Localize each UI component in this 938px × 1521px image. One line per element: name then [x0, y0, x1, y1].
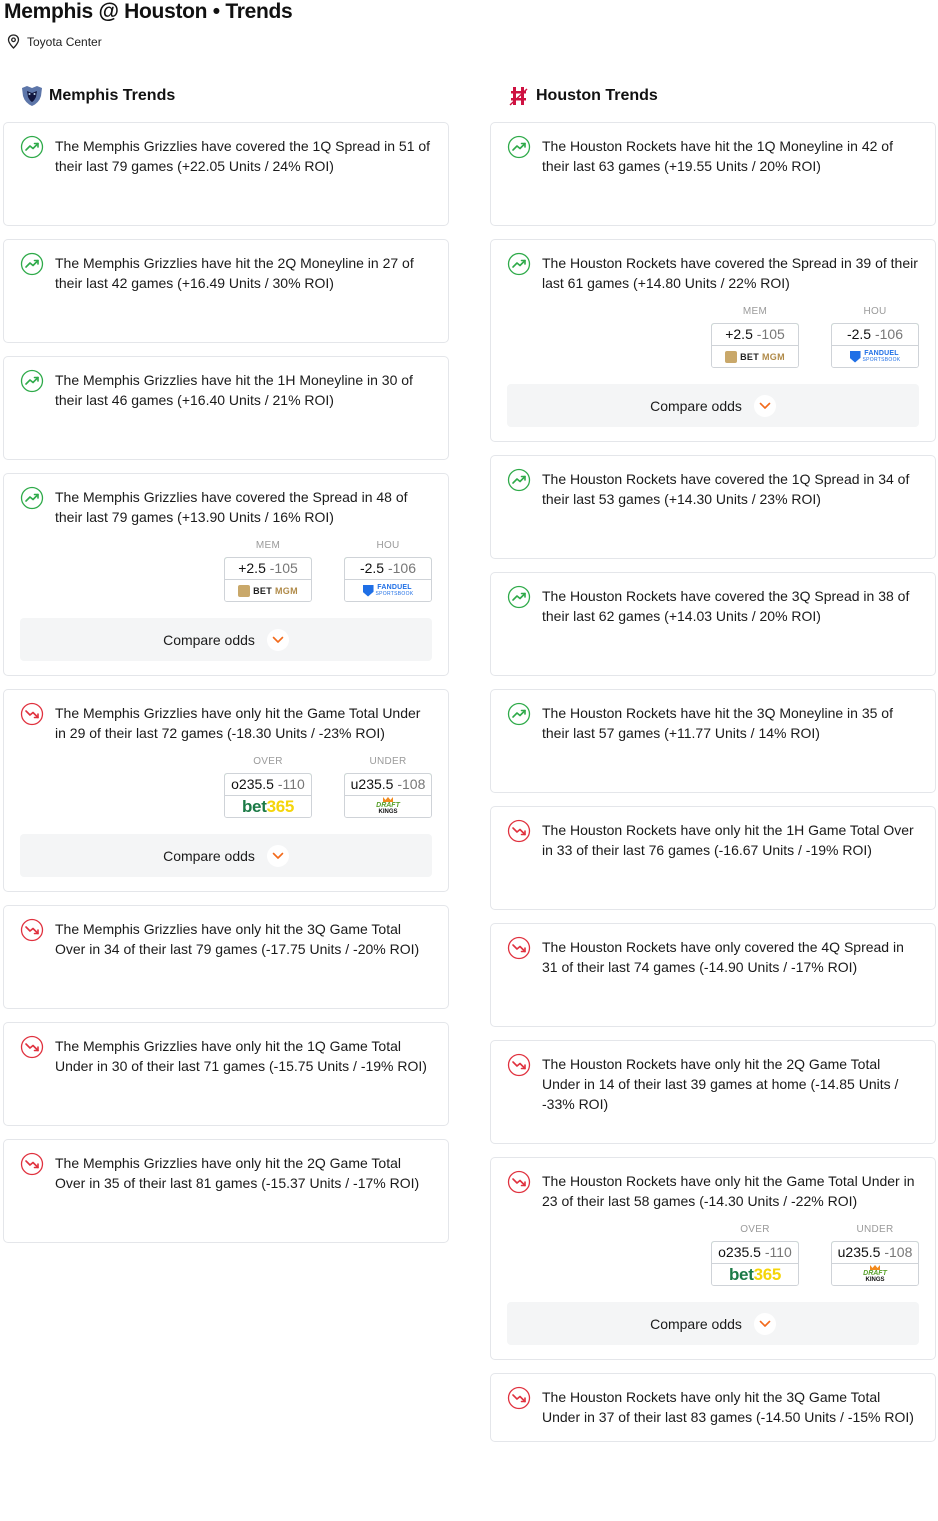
trend-card	[3, 905, 449, 1009]
odds-price: -106	[874, 326, 904, 342]
odds-label: UNDER	[856, 1224, 894, 1235]
trend-card	[490, 806, 936, 910]
odds-button[interactable]	[344, 773, 432, 818]
trend-up-icon	[20, 486, 44, 510]
bet365-logo[interactable]	[712, 1263, 798, 1285]
fanduel-logo-icon	[850, 351, 901, 363]
odds-value[interactable]	[344, 773, 432, 795]
odds-button[interactable]	[224, 557, 312, 602]
odds-item	[831, 1223, 919, 1286]
trend-row	[20, 370, 432, 410]
trend-row	[20, 1153, 432, 1193]
odds-price: -105	[269, 560, 298, 576]
trend-up-icon	[507, 468, 531, 492]
page-title: Memphis @ Houston • Trends	[4, 0, 293, 23]
trend-up-icon	[20, 252, 44, 276]
compare-odds-button[interactable]	[507, 384, 919, 427]
trend-row	[507, 1387, 919, 1427]
trend-text: The Houston Rockets have only hit the 2Q Game Total Under in 14 of their last 39 games at home (-14.85 Units / -33% ROI)	[542, 1056, 899, 1112]
odds-button[interactable]	[711, 323, 799, 368]
trend-text: The Memphis Grizzlies have covered the Spread in 48 of their last 79 games (+13.90 Units / 16% ROI)	[55, 489, 408, 525]
odds-button[interactable]	[831, 323, 919, 368]
trend-card	[490, 239, 936, 442]
odds-button[interactable]	[831, 1241, 919, 1286]
draftkings-logo[interactable]	[832, 1263, 918, 1285]
trend-row	[507, 1171, 919, 1211]
odds-value[interactable]	[224, 773, 312, 795]
trend-text: The Memphis Grizzlies have covered the 1Q Spread in 51 of their last 79 games (+22.05 Units / 24% ROI)	[55, 138, 431, 174]
betmgm-logo-icon	[725, 351, 785, 363]
memphis-heading	[19, 84, 449, 108]
trend-text: The Memphis Grizzlies have only hit the Game Total Under in 29 of their last 72 games (-18.30 Units / -23% ROI)	[55, 705, 421, 741]
odds-area	[20, 539, 432, 602]
venue-name: Toyota Center	[27, 34, 102, 49]
trend-down-icon	[20, 918, 44, 942]
odds-area	[20, 755, 432, 818]
houston-heading-text: Houston Trends	[536, 87, 658, 104]
betmgm-text-b: MGM	[762, 351, 785, 362]
bet365-text-b: 365	[266, 796, 295, 816]
odds-value[interactable]	[344, 557, 432, 579]
trend-row	[20, 253, 432, 293]
odds-item	[224, 539, 312, 602]
compare-odds-button[interactable]	[20, 618, 432, 661]
trend-down-icon	[20, 702, 44, 726]
trend-card	[3, 1022, 449, 1126]
odds-line: +2.5	[725, 326, 753, 342]
odds-price: -105	[756, 326, 785, 342]
trend-card	[490, 572, 936, 676]
memphis-heading-text: Memphis Trends	[49, 87, 176, 104]
trend-card	[3, 689, 449, 892]
betmgm-text-a: BET	[253, 585, 272, 596]
compare-odds-button[interactable]	[20, 834, 432, 877]
chevron-down-icon	[754, 395, 776, 417]
fanduel-logo-icon	[363, 585, 414, 597]
trend-down-icon	[20, 1152, 44, 1176]
betmgm-logo[interactable]	[225, 579, 311, 601]
odds-line: -2.5	[846, 326, 872, 342]
trend-row	[507, 136, 919, 176]
trend-text: The Memphis Grizzlies have hit the 1H Moneyline in 30 of their last 46 games (+16.40 Units / 21% ROI)	[55, 372, 413, 408]
chevron-down-icon	[267, 629, 289, 651]
fanduel-text	[863, 351, 901, 363]
odds-price: -106	[387, 560, 417, 576]
houston-heading	[506, 84, 936, 108]
odds-label: OVER	[253, 756, 283, 767]
fanduel-text-b: SPORTSBOOK	[862, 356, 901, 363]
trend-row	[20, 703, 432, 743]
draftkings-logo-icon	[863, 1265, 887, 1284]
odds-button[interactable]	[344, 557, 432, 602]
trend-down-icon	[507, 1170, 531, 1194]
fanduel-text-b: SPORTSBOOK	[375, 590, 414, 597]
trend-card	[490, 1040, 936, 1144]
odds-button[interactable]	[711, 1241, 799, 1286]
betmgm-text-a: BET	[740, 351, 759, 362]
betmgm-logo-icon	[238, 585, 298, 597]
trend-text: The Houston Rockets have covered the 1Q Spread in 34 of their last 53 games (+14.30 Units / 23% ROI)	[542, 471, 910, 507]
odds-label: OVER	[740, 1224, 770, 1235]
trend-text: The Memphis Grizzlies have only hit the 3Q Game Total Over in 34 of their last 79 games (-17.75 Units / -20% ROI)	[55, 921, 420, 957]
betmgm-lion-icon	[238, 585, 250, 597]
odds-price: -110	[764, 1244, 792, 1260]
trend-card	[490, 923, 936, 1027]
trend-text: The Houston Rockets have hit the 3Q Moneyline in 35 of their last 57 games (+11.77 Units / 14% ROI)	[542, 705, 893, 741]
trend-row	[20, 1036, 432, 1076]
trend-row	[507, 820, 919, 860]
trend-up-icon	[507, 252, 531, 276]
memphis-trend-list	[3, 122, 449, 1243]
bet365-text-a: bet	[728, 1264, 754, 1284]
trend-text: The Houston Rockets have only hit the Game Total Under in 23 of their last 58 games (-14.30 Units / -22% ROI)	[542, 1173, 915, 1209]
trend-row	[20, 487, 432, 527]
odds-value[interactable]	[831, 1241, 919, 1263]
odds-button[interactable]	[224, 773, 312, 818]
rockets-logo-icon	[506, 84, 532, 108]
fanduel-text-a: FANDUEL	[864, 349, 899, 357]
trend-text: The Memphis Grizzlies have hit the 2Q Moneyline in 27 of their last 42 games (+16.49 Units / 30% ROI)	[55, 255, 414, 291]
trend-row	[507, 703, 919, 743]
fanduel-logo[interactable]	[345, 579, 431, 601]
trend-card	[490, 1157, 936, 1360]
trend-down-icon	[507, 936, 531, 960]
fanduel-shield-icon	[850, 351, 861, 363]
fanduel-text	[376, 585, 414, 597]
trend-up-icon	[20, 135, 44, 159]
odds-label: HOU	[863, 306, 887, 317]
odds-value[interactable]	[831, 323, 919, 345]
trend-card	[490, 1373, 936, 1442]
odds-price: -108	[397, 776, 426, 792]
trend-row	[20, 136, 432, 176]
trend-card	[490, 455, 936, 559]
odds-value[interactable]	[711, 323, 799, 345]
trend-text: The Houston Rockets have hit the 1Q Moneyline in 42 of their last 63 games (+19.55 Units / 20% ROI)	[542, 138, 893, 174]
trend-card	[3, 239, 449, 343]
trend-card	[3, 473, 449, 676]
betmgm-logo[interactable]	[712, 345, 798, 367]
compare-odds-label: Compare odds	[163, 847, 255, 864]
odds-line: o235.5	[231, 776, 274, 792]
bet365-text-a: bet	[241, 796, 267, 816]
draftkings-text-b: KINGS	[865, 1277, 885, 1283]
trend-text: The Memphis Grizzlies have only hit the 2Q Game Total Over in 35 of their last 81 games (-15.37 Units / -17% ROI)	[55, 1155, 420, 1191]
compare-odds-label: Compare odds	[163, 631, 255, 648]
trend-down-icon	[507, 1053, 531, 1077]
fanduel-logo[interactable]	[832, 345, 918, 367]
odds-price: -110	[277, 776, 305, 792]
page-header	[4, 0, 292, 24]
odds-value[interactable]	[711, 1241, 799, 1263]
trend-card	[3, 1139, 449, 1243]
houston-trend-list	[490, 122, 936, 1442]
odds-item	[711, 305, 799, 368]
trend-row	[507, 937, 919, 977]
houston-trends-column	[490, 84, 936, 1455]
draftkings-text-a: DRAFT	[863, 1270, 887, 1277]
fanduel-shield-icon	[363, 585, 374, 597]
odds-area	[507, 305, 919, 368]
trend-card	[3, 356, 449, 460]
trend-row	[507, 586, 919, 626]
compare-odds-button[interactable]	[507, 1302, 919, 1345]
location-pin-icon	[7, 34, 20, 49]
trend-text: The Memphis Grizzlies have only hit the 1Q Game Total Under in 30 of their last 71 games (-15.75 Units / -19% ROI)	[55, 1038, 427, 1074]
trend-row	[507, 469, 919, 509]
odds-area	[507, 1223, 919, 1286]
draftkings-text-b: KINGS	[378, 809, 398, 815]
odds-item	[344, 755, 432, 818]
memphis-trends-column	[3, 84, 449, 1256]
odds-line: u235.5	[350, 776, 394, 792]
betmgm-text-b: MGM	[275, 585, 298, 596]
odds-line: o235.5	[718, 1244, 761, 1260]
odds-label: MEM	[255, 540, 281, 551]
trend-row	[507, 253, 919, 293]
draftkings-crown-icon	[383, 797, 393, 802]
trend-text: The Houston Rockets have only covered the 4Q Spread in 31 of their last 74 games (-14.90 Units / -17% ROI)	[542, 939, 904, 975]
odds-value[interactable]	[224, 557, 312, 579]
compare-odds-label: Compare odds	[650, 397, 742, 414]
grizzlies-logo-icon	[19, 84, 45, 108]
trend-text: The Houston Rockets have covered the Spread in 39 of their last 61 games (+14.80 Units / 22% ROI)	[542, 255, 918, 291]
trend-down-icon	[507, 1386, 531, 1410]
chevron-down-icon	[267, 845, 289, 867]
bet365-text-b: 365	[753, 1264, 782, 1284]
trend-card	[490, 122, 936, 226]
chevron-down-icon	[754, 1313, 776, 1335]
trend-row	[20, 919, 432, 959]
trend-text: The Houston Rockets have covered the 3Q Spread in 38 of their last 62 games (+14.03 Units / 20% ROI)	[542, 588, 910, 624]
fanduel-text-a: FANDUEL	[377, 583, 412, 591]
bet365-logo[interactable]	[225, 795, 311, 817]
trend-card	[3, 122, 449, 226]
betmgm-lion-icon	[725, 351, 737, 363]
trend-up-icon	[507, 702, 531, 726]
trend-row	[507, 1054, 919, 1114]
compare-odds-label: Compare odds	[650, 1315, 742, 1332]
trend-down-icon	[507, 819, 531, 843]
bet365-logo-icon	[729, 1265, 781, 1285]
trend-down-icon	[20, 1035, 44, 1059]
odds-line: +2.5	[238, 560, 266, 576]
odds-item	[831, 305, 919, 368]
draftkings-logo[interactable]	[345, 795, 431, 817]
odds-item	[344, 539, 432, 602]
odds-label: UNDER	[369, 756, 407, 767]
trend-up-icon	[507, 135, 531, 159]
trend-up-icon	[20, 369, 44, 393]
odds-item	[711, 1223, 799, 1286]
draftkings-crown-icon	[870, 1265, 880, 1270]
odds-line: u235.5	[837, 1244, 881, 1260]
odds-item	[224, 755, 312, 818]
draftkings-logo-icon	[376, 797, 400, 816]
odds-label: MEM	[742, 306, 768, 317]
draftkings-text-a: DRAFT	[376, 802, 400, 809]
trend-text: The Houston Rockets have only hit the 1H Game Total Over in 33 of their last 76 games (-16.67 Units / -19% ROI)	[542, 822, 914, 858]
odds-label: HOU	[376, 540, 400, 551]
trend-up-icon	[507, 585, 531, 609]
odds-line: -2.5	[359, 560, 385, 576]
bet365-logo-icon	[242, 797, 294, 817]
venue	[7, 34, 102, 49]
trend-card	[490, 689, 936, 793]
odds-price: -108	[884, 1244, 913, 1260]
trend-text: The Houston Rockets have only hit the 3Q Game Total Under in 37 of their last 83 games (-14.50 Units / -15% ROI)	[542, 1389, 914, 1425]
